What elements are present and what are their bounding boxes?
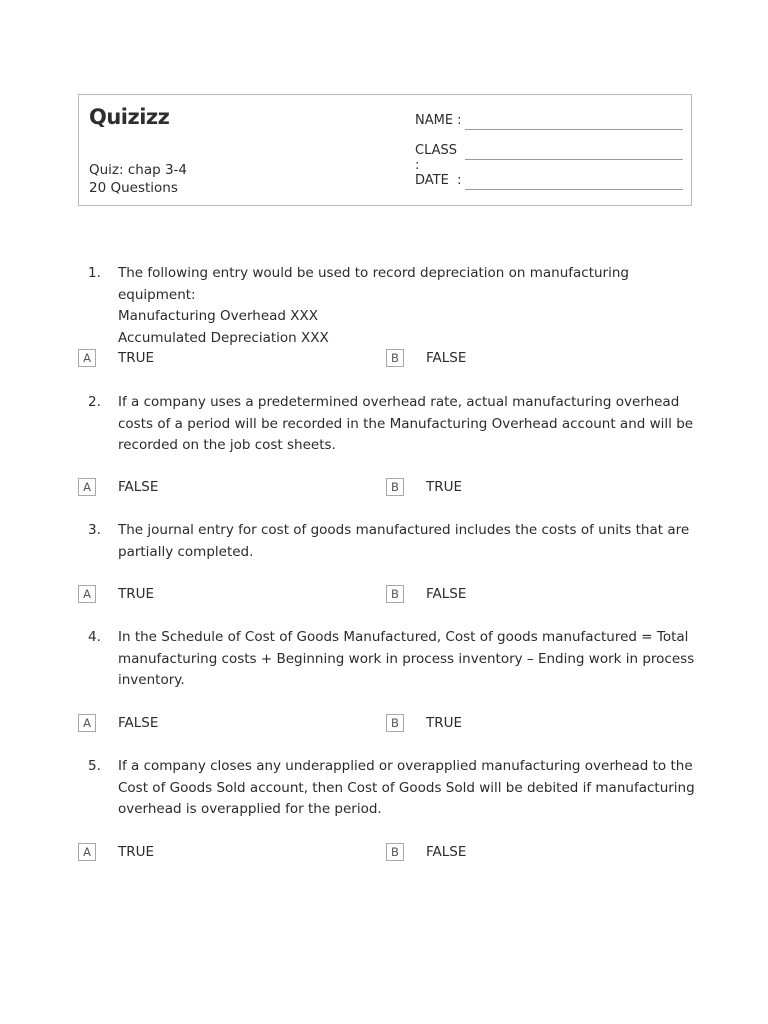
- question-4-option-a: [78, 713, 158, 733]
- option-text: FALSE: [426, 586, 467, 602]
- option-text: TRUE: [426, 715, 463, 731]
- option-letter-box: B: [386, 585, 404, 603]
- question-3: [88, 520, 698, 563]
- option-letter-box: B: [386, 349, 404, 367]
- class-line: [465, 159, 683, 160]
- question-5-option-b: [386, 842, 466, 862]
- option-text: TRUE: [118, 350, 155, 366]
- option-text: FALSE: [118, 479, 159, 495]
- option-letter-box: A: [78, 478, 96, 496]
- option-text: FALSE: [118, 715, 159, 731]
- class-label: CLASS :: [415, 143, 458, 173]
- date-line: [465, 189, 683, 190]
- option-letter-box: A: [78, 843, 96, 861]
- question-1-option-a: [78, 348, 154, 368]
- date-label: DATE :: [415, 173, 462, 188]
- option-letter-box: B: [386, 478, 404, 496]
- quiz-header: [78, 94, 692, 206]
- question-text: The following entry would be used to record depreciation on manufacturing equipment: Manufacturing Overhead XXX Accumulated Depreciation XXX: [118, 265, 629, 346]
- question-number: 3.: [88, 522, 101, 538]
- option-letter-box: B: [386, 714, 404, 732]
- date-field: [415, 173, 465, 188]
- question-text: If a company uses a predetermined overhead rate, actual manufacturing overhead costs of a period will be recorded in the Manufacturing Overhead account and will be recorded on the job cost sheets.: [118, 394, 694, 453]
- option-text: TRUE: [118, 844, 155, 860]
- question-1: [88, 263, 698, 349]
- name-field: [415, 113, 465, 128]
- question-2-option-b: [386, 477, 462, 497]
- quiz-title: Quiz: chap 3-4: [89, 162, 188, 178]
- question-count: 20 Questions: [89, 180, 178, 196]
- question-number: 5.: [88, 758, 101, 774]
- option-text: TRUE: [118, 586, 155, 602]
- question-text: In the Schedule of Cost of Goods Manufactured, Cost of goods manufactured = Total manufacturing costs + Beginning work in process inventory – Ending work in process inventory.: [118, 629, 695, 688]
- option-letter-box: A: [78, 714, 96, 732]
- question-3-option-b: [386, 584, 466, 604]
- question-text: The journal entry for cost of goods manufactured includes the costs of units that are partially completed.: [118, 522, 690, 560]
- question-2: [88, 392, 698, 457]
- option-text: TRUE: [426, 479, 463, 495]
- question-number: 1.: [88, 265, 101, 281]
- option-text: FALSE: [426, 844, 467, 860]
- question-4-option-b: [386, 713, 462, 733]
- question-5: [88, 756, 698, 821]
- quizizz-logo: Quizizz: [89, 105, 170, 129]
- option-letter-box: A: [78, 349, 96, 367]
- question-4: [88, 627, 698, 692]
- question-number: 4.: [88, 629, 101, 645]
- question-5-option-a: [78, 842, 154, 862]
- class-field: [415, 143, 465, 173]
- option-text: FALSE: [426, 350, 467, 366]
- question-2-option-a: [78, 477, 158, 497]
- option-letter-box: B: [386, 843, 404, 861]
- question-text: If a company closes any underapplied or overapplied manufacturing overhead to the Cost of Goods Sold account, then Cost of Goods Sold will be debited if manufacturing overhead is overapplied for the period.: [118, 758, 695, 817]
- question-number: 2.: [88, 394, 101, 410]
- name-line: [465, 129, 683, 130]
- question-3-option-a: [78, 584, 154, 604]
- name-label: NAME :: [415, 113, 462, 128]
- option-letter-box: A: [78, 585, 96, 603]
- question-1-option-b: [386, 348, 466, 368]
